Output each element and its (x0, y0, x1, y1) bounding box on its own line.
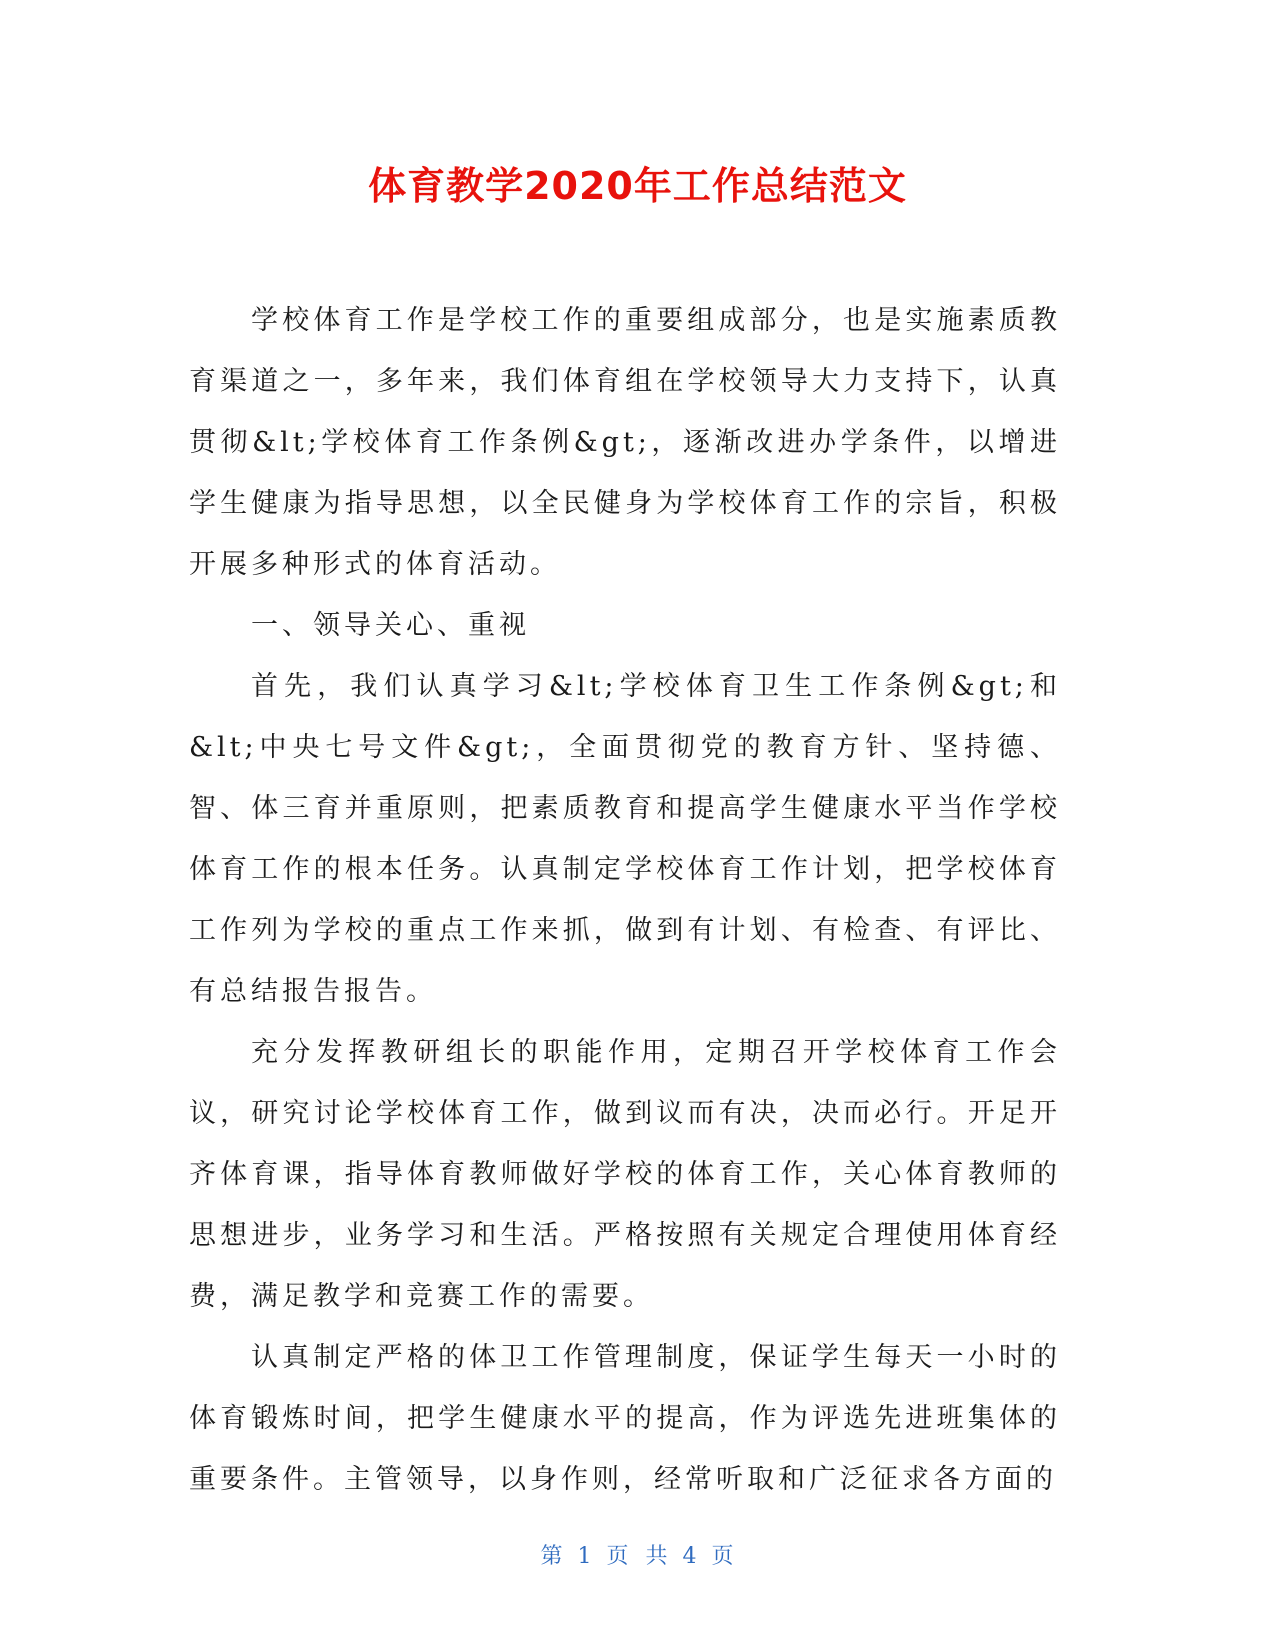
document-title: 体育教学2020年工作总结范文 (368, 164, 907, 208)
paragraph-teaching-group: 充分发挥教研组长的职能作用，定期召开学校体育工作会议，研究讨论学校体育工作，做到议而有决，决而必行。开足开齐体育课，指导体育教师做好学校的体育工作，关心体育教师的思想进步，业务学习和生活。严格按照有关规定合理使用体育经费，满足教学和竞赛工作的需要。 (189, 1037, 1061, 1312)
footer-total-pages: 4 (682, 1544, 698, 1569)
page-footer (0, 1542, 1275, 1572)
document-body (189, 290, 1061, 1510)
footer-prefix: 第 (540, 1544, 564, 1569)
paragraph-study: 首先，我们认真学习&lt;学校体育卫生工作条例&gt;和&lt;中央七号文件&gt;，全面贯彻党的教育方针、坚持德、智、体三育并重原则，把素质教育和提高学生健康水平当作学校体育工作的根本任务。认真制定学校体育工作计划，把学校体育工作列为学校的重点工作来抓，做到有计划、有检查、有评比、有总结报告报告。 (189, 671, 1061, 1007)
section-heading: 一、领导关心、重视 (251, 610, 530, 641)
footer-page-word: 页 (606, 1544, 630, 1569)
paragraph-intro: 学校体育工作是学校工作的重要组成部分，也是实施素质教育渠道之一，多年来，我们体育组在学校领导大力支持下，认真贯彻&lt;学校体育工作条例&gt;，逐渐改进办学条件，以增进学生健康为指导思想，以全民健身为学校体育工作的宗旨，积极开展多种形式的体育活动。 (189, 305, 1061, 580)
footer-current-page: 1 (577, 1544, 593, 1569)
paragraph-management: 认真制定严格的体卫工作管理制度，保证学生每天一小时的体育锻炼时间，把学生健康水平的提高，作为评选先进班集体的重要条件。主管领导，以身作则，经常听取和广泛征求各方面的 (189, 1342, 1061, 1495)
footer-total-word: 共 (645, 1544, 669, 1569)
footer-suffix: 页 (711, 1544, 735, 1569)
